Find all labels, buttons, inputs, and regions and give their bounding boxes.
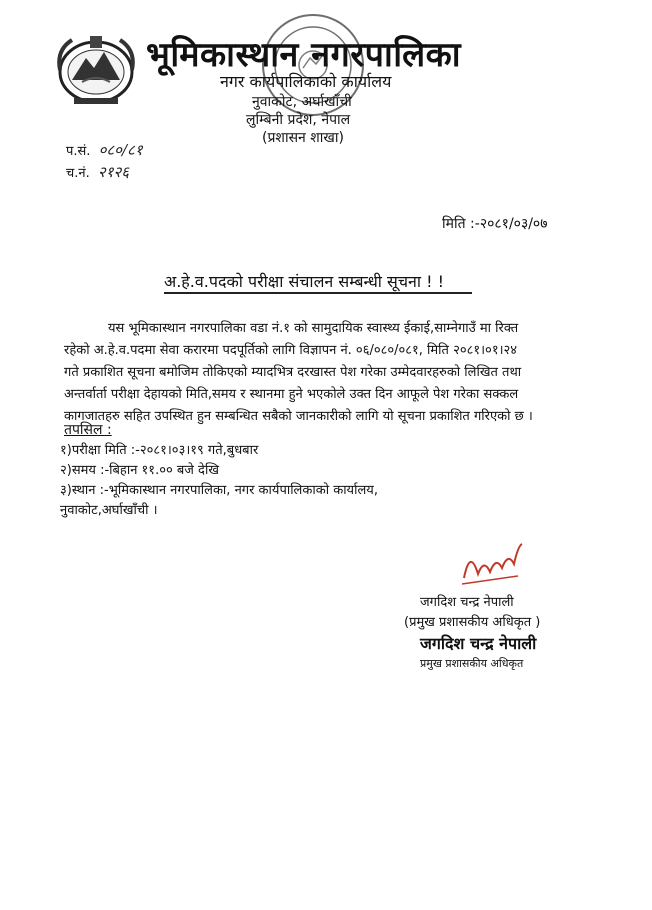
- letter-number-label: प.सं.: [66, 144, 91, 159]
- schedule-item-venue-cont: नुवाकोट,अर्घाखाँची ।: [60, 503, 158, 518]
- office-name: नगर कार्यपालिकाको कार्यालय: [220, 72, 392, 91]
- stamp-name: जगदिश चन्द्र नेपाली: [420, 634, 537, 653]
- signatory-title: (प्रमुख प्रशासकीय अधिकृत ): [404, 615, 541, 630]
- issue-date: मिति :-२०८१/०३/०७: [442, 216, 548, 232]
- dispatch-number-row: [66, 162, 129, 182]
- body-line: अन्तर्वार्ता परीक्षा देहायको मिति,समय र स्थानमा हुने भएकोले उक्त दिन आफूले पेश गरेका सक्कल: [64, 387, 519, 402]
- stamp-title: प्रमुख प्रशासकीय अधिकृत: [420, 657, 524, 670]
- dispatch-number-value: २१२६: [97, 163, 130, 181]
- letter-number-row: [66, 140, 143, 160]
- province-line: लुम्बिनी प्रदेश, नेपाल: [246, 112, 351, 128]
- body-line: कागजातहरु सहित उपस्थित हुन सम्बन्धित सबैको जानकारीको लागि यो सूचना प्रकाशित गरिएको छ ।: [64, 409, 533, 424]
- schedule-title: तपसिल :: [64, 422, 112, 438]
- schedule-item-date: १)परीक्षा मिति :-२०८१।०३।१९ गते,बुधबार: [60, 443, 259, 458]
- subject-underline: [164, 292, 472, 294]
- notice-subject: अ.हे.व.पदको परीक्षा संचालन सम्बन्धी सूचना ! !: [164, 272, 445, 291]
- body-line: यस भूमिकास्थान नगरपालिका वडा नं.१ को सामुदायिक स्वास्थ्य ईकाई,साम्नेगाउँ मा रिक्त: [108, 321, 519, 336]
- signatory-name: जगदिश चन्द्र नेपाली: [420, 595, 514, 610]
- letter-number-value: ०८०/८१: [98, 141, 143, 159]
- dispatch-number-label: च.नं.: [66, 166, 90, 181]
- schedule-item-venue: ३)स्थान :-भूमिकास्थान नगरपालिका, नगर कार्यपालिकाको कार्यालय,: [60, 483, 378, 498]
- government-emblem: [52, 30, 140, 110]
- office-address: नुवाकोट, अर्घाखाँची: [252, 94, 352, 110]
- organization-name: भूमिकास्थान नगरपालिका: [146, 35, 462, 75]
- notice-body: [64, 318, 584, 428]
- schedule-item-time: २)समय :-बिहान ११.०० बजे देखि: [60, 463, 219, 478]
- section-name: (प्रशासन शाखा): [262, 130, 344, 146]
- handwritten-signature: [458, 538, 528, 590]
- body-line: रहेको अ.हे.व.पदमा सेवा करारमा पदपूर्तिको लागि विज्ञापन नं. ०६/०८०/०८१, मिति २०८१।०१।२४: [64, 343, 518, 358]
- body-line: गते प्रकाशित सूचना बमोजिम तोकिएको म्यादभित्र दरखास्त पेश गरेका उम्मेदवारहरुको लिखित तथा: [64, 365, 522, 380]
